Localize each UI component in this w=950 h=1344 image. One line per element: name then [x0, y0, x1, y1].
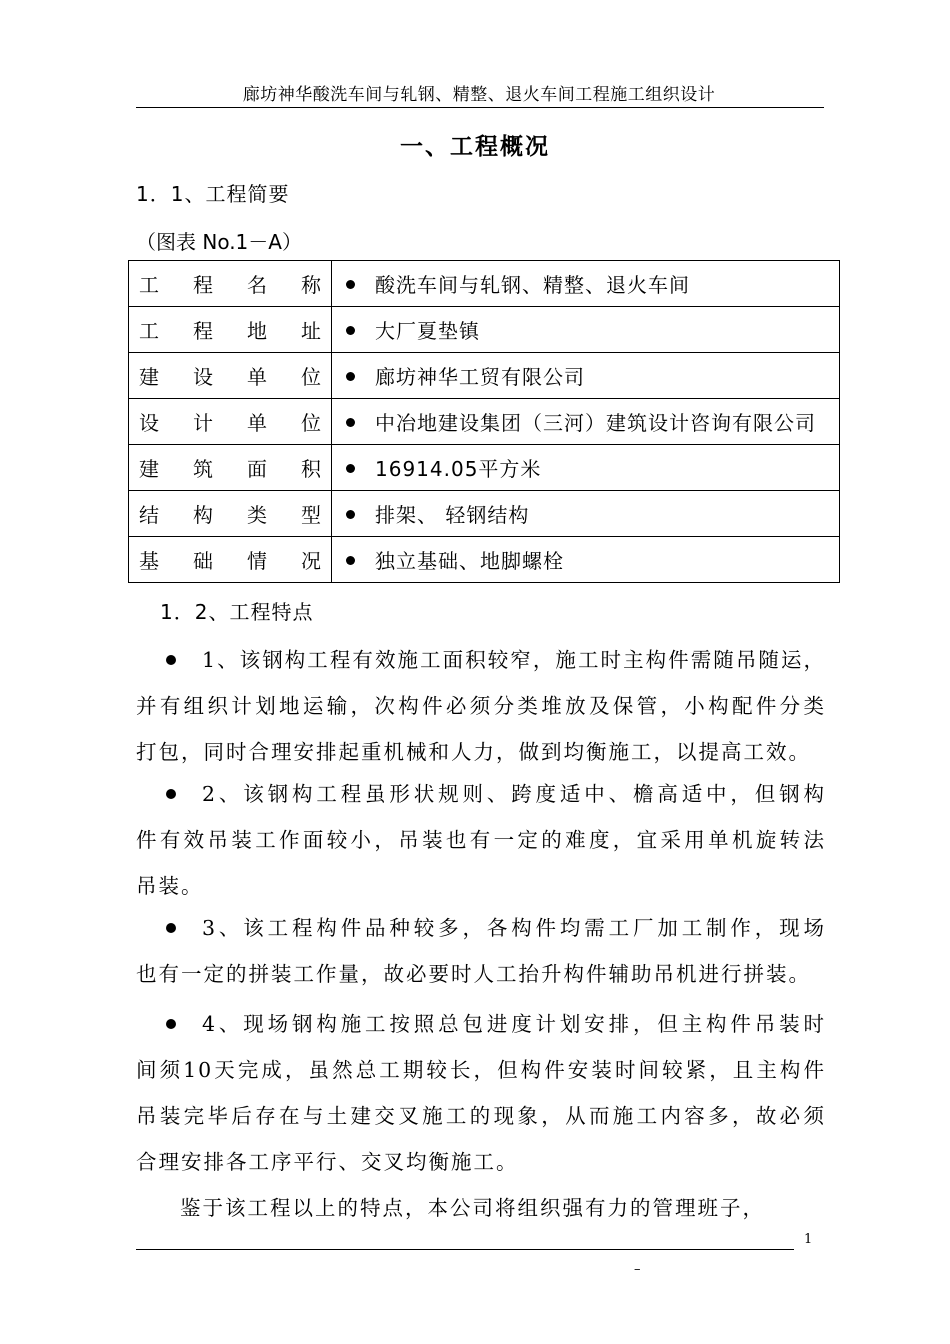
row-label [129, 399, 332, 445]
feature-line [136, 905, 826, 951]
feature-text: 间须10天完成，虽然总工期较长，但构件安装时间较紧，且主构件 [136, 1058, 826, 1082]
project-info-table [128, 260, 840, 583]
label-char: 位 [301, 411, 321, 435]
page-number: 1 [804, 1232, 813, 1247]
label-char: 设 [139, 411, 159, 435]
label-char: 工 [139, 273, 159, 297]
label-char: 地 [247, 319, 267, 343]
label-char: 类 [247, 503, 267, 527]
running-header: 廊坊神华酸洗车间与轧钢、精整、退火车间工程施工组织设计 [242, 85, 716, 105]
row-value-cell [332, 353, 840, 399]
chapter-title: 一、工程概况 [400, 134, 550, 160]
header-rule [136, 107, 824, 108]
section-heading-1-1: 1．1、工程简要 [136, 182, 290, 206]
label-char: 位 [301, 365, 321, 389]
row-label [129, 307, 332, 353]
row-value-cell [332, 445, 840, 491]
feature-text: 1、该钢构工程有效施工面积较窄，施工时主构件需随吊随运， [202, 648, 826, 672]
closing-line: 鉴于该工程以上的特点，本公司将组织强有力的管理班子， [180, 1196, 765, 1220]
bullet-icon [346, 464, 355, 473]
label-char: 况 [301, 549, 321, 573]
bullet-icon [346, 556, 355, 565]
footer-dash: – [634, 1262, 641, 1277]
bullet-icon [166, 1019, 176, 1029]
table-row [129, 261, 840, 307]
table-caption: （图表 No.1－A） [136, 230, 302, 254]
feature-line [136, 683, 826, 729]
feature-line [136, 771, 826, 817]
label-char: 单 [247, 411, 267, 435]
table-row [129, 491, 840, 537]
feature-line [136, 817, 826, 863]
closing-paragraph [136, 1185, 826, 1231]
label-char: 构 [193, 503, 213, 527]
table-row [129, 445, 840, 491]
feature-text: 2、该钢构工程虽形状规则、跨度适中、檐高适中，但钢构 [202, 782, 826, 806]
row-value: 酸洗车间与轧钢、精整、退火车间 [375, 273, 690, 297]
row-label [129, 445, 332, 491]
label-char: 结 [139, 503, 159, 527]
row-label [129, 353, 332, 399]
bullet-icon [346, 418, 355, 427]
feature-text: 3、该工程构件品种较多，各构件均需工厂加工制作，现场 [202, 916, 826, 940]
label-char: 工 [139, 319, 159, 343]
label-char: 面 [247, 457, 267, 481]
row-value: 独立基础、地脚螺栓 [375, 549, 564, 573]
feature-line [136, 1139, 826, 1185]
label-char: 程 [193, 273, 213, 297]
label-char: 计 [193, 411, 213, 435]
bullet-icon [346, 372, 355, 381]
feature-item [136, 1001, 826, 1185]
bullet-icon [346, 510, 355, 519]
feature-item [136, 637, 826, 775]
table-row [129, 353, 840, 399]
feature-line [136, 951, 826, 997]
row-value-cell [332, 537, 840, 583]
feature-item [136, 771, 826, 909]
feature-text: 吊装完毕后存在与土建交叉施工的现象，从而施工内容多，故必须 [136, 1104, 826, 1128]
feature-line [136, 863, 826, 909]
row-value-cell [332, 261, 840, 307]
bullet-icon [166, 655, 176, 665]
bullet-icon [346, 280, 355, 289]
row-label [129, 537, 332, 583]
row-value-cell [332, 491, 840, 537]
label-char: 程 [193, 319, 213, 343]
label-char: 情 [247, 549, 267, 573]
row-value-cell [332, 307, 840, 353]
section-heading-1-2: 1．2、工程特点 [160, 600, 314, 624]
feature-text: 件有效吊装工作面较小，吊装也有一定的难度，宜采用单机旋转法 [136, 828, 826, 852]
feature-text: 吊装。 [136, 874, 204, 898]
row-value: 排架、 轻钢结构 [375, 503, 530, 527]
row-label [129, 491, 332, 537]
label-char: 单 [247, 365, 267, 389]
label-char: 积 [301, 457, 321, 481]
feature-text: 打包，同时合理安排起重机械和人力，做到均衡施工，以提高工效。 [136, 740, 811, 764]
label-char: 址 [301, 319, 321, 343]
row-value-cell [332, 399, 840, 445]
table-row [129, 307, 840, 353]
feature-item [136, 905, 826, 997]
feature-text: 并有组织计划地运输，次构件必须分类堆放及保管，小构配件分类 [136, 694, 826, 718]
row-value: 大厂夏垫镇 [375, 319, 480, 343]
feature-line [136, 1093, 826, 1139]
feature-text: 也有一定的拼装工作量，故必要时人工抬升构件辅助吊机进行拼装。 [136, 962, 811, 986]
label-char: 称 [301, 273, 321, 297]
bullet-icon [166, 789, 176, 799]
footer-rule [136, 1249, 794, 1250]
feature-line [136, 1047, 826, 1093]
bullet-icon [166, 923, 176, 933]
label-char: 筑 [193, 457, 213, 481]
row-value: 廊坊神华工贸有限公司 [375, 365, 585, 389]
bullet-icon [346, 326, 355, 335]
feature-text: 合理安排各工序平行、交叉均衡施工。 [136, 1150, 519, 1174]
row-value: 16914.05平方米 [375, 457, 542, 481]
label-char: 设 [193, 365, 213, 389]
table-row [129, 537, 840, 583]
table-row [129, 399, 840, 445]
feature-text: 4、现场钢构施工按照总包进度计划安排，但主构件吊装时 [202, 1012, 826, 1036]
label-char: 基 [139, 549, 159, 573]
label-char: 建 [139, 365, 159, 389]
row-value: 中冶地建设集团（三河）建筑设计咨询有限公司 [375, 411, 816, 435]
label-char: 型 [301, 503, 321, 527]
feature-line [136, 729, 826, 775]
label-char: 名 [247, 273, 267, 297]
feature-line [136, 1001, 826, 1047]
label-char: 建 [139, 457, 159, 481]
row-label [129, 261, 332, 307]
feature-line [136, 637, 826, 683]
label-char: 础 [193, 549, 213, 573]
